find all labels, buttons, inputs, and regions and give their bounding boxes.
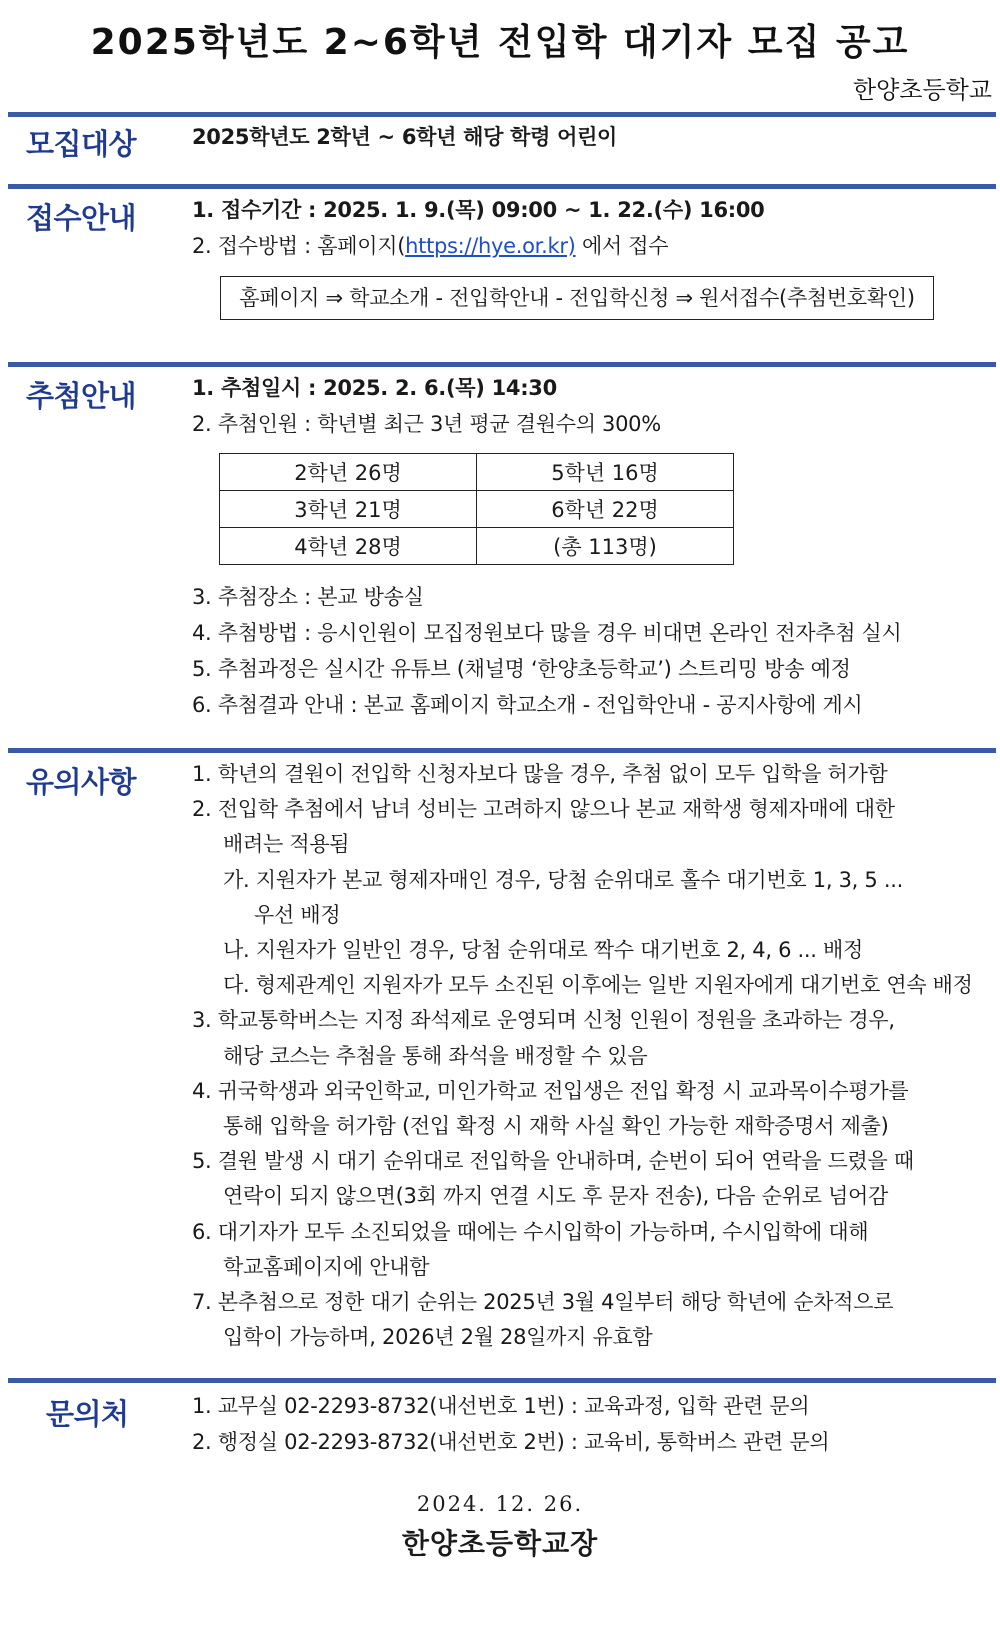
list-item: 우선 배정	[254, 902, 341, 927]
contact-body	[192, 1388, 972, 1460]
list-item: 5. 결원 발생 시 대기 순위대로 전입학을 안내하며, 순번이 되어 연락을 드렸을 때	[192, 1149, 914, 1174]
application-path-box: 홈페이지 ⇒ 학교소개 - 전입학안내 - 전입학신청 ⇒ 원서접수(추첨번호확인)	[220, 276, 934, 320]
list-item: 배려는 적용됨	[223, 832, 350, 857]
lottery-body-top	[192, 370, 972, 442]
lottery-date: 1. 추첨일시 : 2025. 2. 6.(목) 14:30	[192, 376, 557, 400]
recruit-label: 모집대상	[26, 127, 137, 161]
contact-academic: 1. 교무실 02-2293-8732(내선번호 1번) : 교육과정, 입학 관련 문의	[192, 1394, 810, 1418]
lottery-body-bottom	[192, 579, 972, 723]
reception-method-suffix: 에서 접수	[575, 234, 669, 258]
list-item: 7. 본추첨으로 정한 대기 순위는 2025년 3월 4일부터 해당 학년에 순차적으로	[192, 1290, 894, 1315]
table-cell: 3학년 21명	[220, 491, 477, 528]
lottery-label: 추첨안내	[26, 379, 137, 413]
reception-method-prefix: 2. 접수방법 : 홈페이지(	[192, 234, 406, 258]
recruit-body	[192, 119, 972, 155]
homepage-link[interactable]: https://hye.or.kr)	[405, 234, 576, 258]
contact-admin: 2. 행정실 02-2293-8732(내선번호 2번) : 교육비, 통학버스 관련 문의	[192, 1430, 830, 1454]
list-item: 해당 코스는 추첨을 통해 좌석을 배정할 수 있음	[223, 1043, 648, 1068]
list-item: 1. 학년의 결원이 전입학 신청자보다 많을 경우, 추첨 없이 모두 입학을 허가함	[192, 762, 888, 786]
table-cell: 4학년 28명	[220, 528, 477, 565]
list-item: 연락이 되지 않으면(3회 까지 연결 시도 후 문자 전송), 다음 순위로 넘어감	[223, 1184, 888, 1209]
table-row	[220, 454, 734, 491]
page-title: 2025학년도 2~6학년 전입학 대기자 모집 공고	[90, 22, 910, 63]
list-item: 입학이 가능하며, 2026년 2월 28일까지 유효함	[223, 1325, 653, 1350]
list-item: 통해 입학을 허가함 (전입 확정 시 재학 사실 확인 가능한 재학증명서 제출)	[223, 1114, 889, 1139]
list-item: 나. 지원자가 일반인 경우, 당첨 순위대로 짝수 대기번호 2, 4, 6 ... 배정	[223, 938, 863, 963]
table-cell: 2학년 26명	[220, 454, 477, 491]
list-item: 다. 형제관계인 지원자가 모두 소진된 이후에는 일반 지원자에게 대기번호 연속 배정	[223, 973, 973, 998]
list-item: 학교홈페이지에 안내함	[223, 1254, 430, 1279]
table-row	[220, 528, 734, 565]
notes-body	[192, 757, 972, 1355]
list-item: 3. 학교통학버스는 지정 좌석제로 운영되며 신청 인원이 정원을 초과하는 경우,	[192, 1008, 895, 1033]
section-divider	[8, 748, 996, 753]
table-cell: (총 113명)	[477, 528, 734, 565]
section-divider	[8, 184, 996, 189]
table-cell: 6학년 22명	[477, 491, 734, 528]
lottery-count: 2. 추첨인원 : 학년별 최근 3년 평균 결원수의 300%	[192, 412, 661, 436]
recruit-text: 2025학년도 2학년 ~ 6학년 해당 학령 어린이	[192, 125, 618, 149]
reception-body	[192, 192, 972, 264]
reception-period: 1. 접수기간 : 2025. 1. 9.(목) 09:00 ~ 1. 22.(수) 16:00	[192, 198, 765, 222]
school-name: 한양초등학교	[852, 76, 992, 104]
section-divider	[8, 112, 996, 117]
section-divider	[8, 362, 996, 367]
contact-label: 문의처	[46, 1397, 129, 1431]
quota-table	[219, 453, 734, 565]
list-item: 6. 대기자가 모두 소진되었을 때에는 수시입학이 가능하며, 수시입학에 대해	[192, 1219, 869, 1244]
lottery-result: 6. 추첨결과 안내 : 본교 홈페이지 학교소개 - 전입학안내 - 공지사항에 게시	[192, 693, 863, 717]
principal-signature: 한양초등학교장	[401, 1527, 599, 1560]
list-item: 2. 전입학 추첨에서 남녀 성비는 고려하지 않으나 본교 재학생 형제자매에 대한	[192, 797, 895, 822]
table-cell: 5학년 16명	[477, 454, 734, 491]
table-row	[220, 491, 734, 528]
notice-date: 2024. 12. 26.	[416, 1492, 584, 1516]
lottery-place: 3. 추첨장소 : 본교 방송실	[192, 585, 424, 609]
reception-method	[192, 228, 972, 264]
section-divider	[8, 1378, 996, 1383]
reception-label: 접수안내	[26, 201, 137, 235]
notes-label: 유의사항	[26, 765, 137, 799]
lottery-method: 4. 추첨방법 : 응시인원이 모집정원보다 많을 경우 비대면 온라인 전자추첨 실시	[192, 621, 902, 645]
list-item: 4. 귀국학생과 외국인학교, 미인가학교 전입생은 전입 확정 시 교과목이수평가를	[192, 1078, 909, 1103]
list-item: 가. 지원자가 본교 형제자매인 경우, 당첨 순위대로 홀수 대기번호 1, 3, 5 ...	[223, 867, 903, 892]
lottery-stream: 5. 추첨과정은 실시간 유튜브 (채널명 ‘한양초등학교’) 스트리밍 방송 예정	[192, 657, 851, 681]
